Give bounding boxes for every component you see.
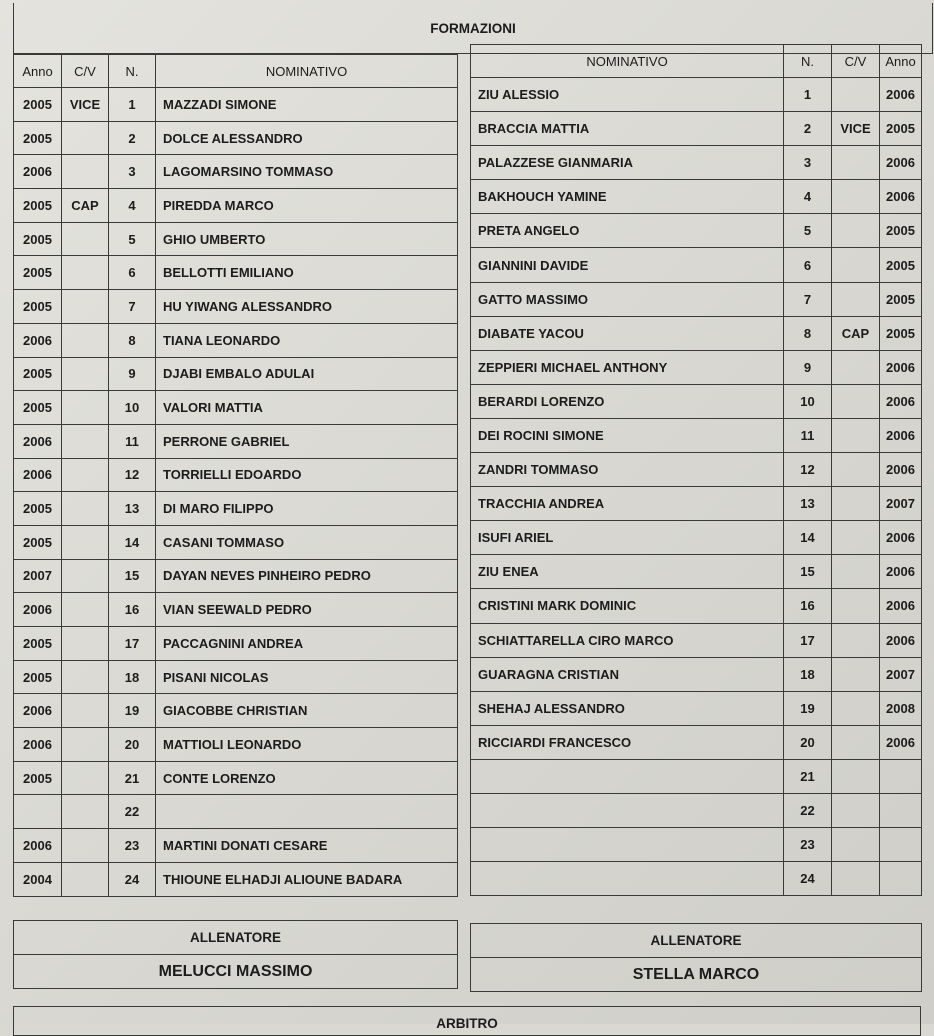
table-row <box>471 862 922 896</box>
birth-year-cell <box>880 862 922 896</box>
birth-year-cell: 2006 <box>880 350 922 384</box>
shirt-number-cell: 14 <box>784 521 832 555</box>
player-name-cell: RICCIARDI FRANCESCO <box>471 725 784 759</box>
shirt-number-cell: 6 <box>784 248 832 282</box>
captain-vice-cell <box>62 458 109 492</box>
birth-year-cell: 2005 <box>14 357 62 391</box>
birth-year-cell: 2005 <box>14 222 62 256</box>
captain-vice-cell <box>62 829 109 863</box>
table-row <box>14 593 458 627</box>
captain-vice-cell <box>832 248 880 282</box>
captain-vice-cell <box>62 155 109 189</box>
player-name-cell: MAZZADI SIMONE <box>156 88 458 122</box>
table-row <box>14 424 458 458</box>
table-row <box>471 725 922 759</box>
table-row <box>471 453 922 487</box>
player-name-cell: ZANDRI TOMMASO <box>471 453 784 487</box>
table-row <box>14 795 458 829</box>
shirt-number-cell: 4 <box>784 180 832 214</box>
captain-vice-cell <box>62 761 109 795</box>
captain-vice-cell <box>832 78 880 112</box>
captain-vice-cell <box>62 222 109 256</box>
table-row <box>14 222 458 256</box>
player-name-cell: PIREDDA MARCO <box>156 189 458 223</box>
number-header: N. <box>784 45 832 78</box>
anno-header: Anno <box>880 45 922 78</box>
birth-year-cell: 2006 <box>14 323 62 357</box>
captain-vice-cell <box>832 691 880 725</box>
player-name-cell: ZEPPIERI MICHAEL ANTHONY <box>471 350 784 384</box>
table-row <box>471 180 922 214</box>
birth-year-cell <box>880 793 922 827</box>
table-row <box>14 627 458 661</box>
birth-year-cell: 2006 <box>14 458 62 492</box>
birth-year-cell: 2006 <box>880 453 922 487</box>
table-row <box>471 282 922 316</box>
birth-year-cell: 2006 <box>14 593 62 627</box>
table-row <box>14 458 458 492</box>
table-row <box>471 146 922 180</box>
table-row <box>14 357 458 391</box>
player-name-cell: DEI ROCINI SIMONE <box>471 418 784 452</box>
captain-vice-cell <box>832 453 880 487</box>
birth-year-cell <box>14 795 62 829</box>
player-name-cell: BAKHOUCH YAMINE <box>471 180 784 214</box>
captain-vice-cell <box>62 593 109 627</box>
player-name-cell: SHEHAJ ALESSANDRO <box>471 691 784 725</box>
player-name-cell: DJABI EMBALO ADULAI <box>156 357 458 391</box>
shirt-number-cell: 21 <box>109 761 156 795</box>
birth-year-cell: 2006 <box>880 555 922 589</box>
player-name-cell: MARTINI DONATI CESARE <box>156 829 458 863</box>
player-name-cell: SCHIATTARELLA CIRO MARCO <box>471 623 784 657</box>
table-row <box>471 657 922 691</box>
birth-year-cell: 2006 <box>880 623 922 657</box>
birth-year-cell: 2005 <box>14 290 62 324</box>
captain-vice-cell <box>832 828 880 862</box>
player-name-cell: DI MARO FILIPPO <box>156 492 458 526</box>
shirt-number-cell: 9 <box>784 350 832 384</box>
captain-vice-cell <box>62 728 109 762</box>
shirt-number-cell: 24 <box>784 862 832 896</box>
captain-vice-cell: CAP <box>62 189 109 223</box>
table-row <box>471 793 922 827</box>
shirt-number-cell: 5 <box>109 222 156 256</box>
player-name-cell: TIANA LEONARDO <box>156 323 458 357</box>
shirt-number-cell: 12 <box>784 453 832 487</box>
player-name-cell: TORRIELLI EDOARDO <box>156 458 458 492</box>
birth-year-cell <box>880 759 922 793</box>
birth-year-cell: 2005 <box>880 282 922 316</box>
birth-year-cell: 2005 <box>14 189 62 223</box>
captain-vice-cell <box>832 487 880 521</box>
shirt-number-cell: 17 <box>784 623 832 657</box>
shirt-number-cell: 19 <box>784 691 832 725</box>
table-row <box>14 88 458 122</box>
captain-vice-cell <box>832 384 880 418</box>
captain-vice-cell <box>62 424 109 458</box>
player-name-cell: HU YIWANG ALESSANDRO <box>156 290 458 324</box>
birth-year-cell: 2006 <box>880 521 922 555</box>
referee-label: ARBITRO <box>13 1006 921 1036</box>
player-name-cell <box>156 795 458 829</box>
birth-year-cell: 2005 <box>14 761 62 795</box>
player-name-cell <box>471 759 784 793</box>
shirt-number-cell: 23 <box>109 829 156 863</box>
captain-vice-cell <box>62 357 109 391</box>
shirt-number-cell: 7 <box>109 290 156 324</box>
coach-name: MELUCCI MASSIMO <box>158 963 313 980</box>
shirt-number-cell: 6 <box>109 256 156 290</box>
captain-vice-cell <box>62 290 109 324</box>
shirt-number-cell: 14 <box>109 525 156 559</box>
table-row <box>471 589 922 623</box>
table-row <box>471 384 922 418</box>
captain-vice-cell <box>62 660 109 694</box>
captain-vice-cell <box>832 282 880 316</box>
player-name-cell: CONTE LORENZO <box>156 761 458 795</box>
birth-year-cell: 2005 <box>880 248 922 282</box>
player-name-cell: CRISTINI MARK DOMINIC <box>471 589 784 623</box>
shirt-number-cell: 13 <box>109 492 156 526</box>
table-row <box>471 759 922 793</box>
table-row <box>14 256 458 290</box>
birth-year-cell: 2005 <box>14 391 62 425</box>
player-name-cell: DIABATE YACOU <box>471 316 784 350</box>
birth-year-cell: 2006 <box>880 725 922 759</box>
table-row <box>14 391 458 425</box>
table-row <box>14 121 458 155</box>
shirt-number-cell: 22 <box>784 793 832 827</box>
birth-year-cell: 2007 <box>14 559 62 593</box>
birth-year-cell: 2005 <box>880 112 922 146</box>
birth-year-cell: 2005 <box>14 627 62 661</box>
table-row <box>471 691 922 725</box>
player-name-cell: PRETA ANGELO <box>471 214 784 248</box>
captain-vice-cell <box>832 589 880 623</box>
birth-year-cell: 2005 <box>14 256 62 290</box>
shirt-number-cell: 3 <box>109 155 156 189</box>
captain-vice-cell <box>62 862 109 896</box>
player-name-cell: DOLCE ALESSANDRO <box>156 121 458 155</box>
shirt-number-cell: 3 <box>784 146 832 180</box>
shirt-number-cell: 13 <box>784 487 832 521</box>
player-name-cell: MATTIOLI LEONARDO <box>156 728 458 762</box>
captain-vice-cell <box>832 350 880 384</box>
captain-vice-cell <box>832 725 880 759</box>
right-header-row <box>471 45 922 78</box>
captain-vice-cell <box>832 657 880 691</box>
left-team-rows <box>14 88 458 897</box>
table-row <box>471 112 922 146</box>
table-row <box>14 829 458 863</box>
captain-vice-cell <box>832 623 880 657</box>
birth-year-cell: 2005 <box>14 660 62 694</box>
birth-year-cell: 2006 <box>14 829 62 863</box>
shirt-number-cell: 9 <box>109 357 156 391</box>
shirt-number-cell: 15 <box>784 555 832 589</box>
captain-vice-cell <box>832 214 880 248</box>
captain-vice-cell <box>832 793 880 827</box>
birth-year-cell: 2005 <box>880 316 922 350</box>
player-name-cell: ZIU ALESSIO <box>471 78 784 112</box>
right-team-rows <box>471 78 922 896</box>
shirt-number-cell: 11 <box>109 424 156 458</box>
shirt-number-cell: 2 <box>109 121 156 155</box>
birth-year-cell: 2005 <box>880 214 922 248</box>
captain-vice-cell <box>832 146 880 180</box>
player-name-cell: ZIU ENEA <box>471 555 784 589</box>
captain-vice-cell <box>62 121 109 155</box>
captain-vice-cell <box>62 795 109 829</box>
table-row <box>14 323 458 357</box>
player-name-cell: PERRONE GABRIEL <box>156 424 458 458</box>
table-row <box>14 761 458 795</box>
birth-year-cell: 2005 <box>14 525 62 559</box>
player-name-cell: BERARDI LORENZO <box>471 384 784 418</box>
shirt-number-cell: 12 <box>109 458 156 492</box>
birth-year-cell <box>880 828 922 862</box>
player-name-cell: BRACCIA MATTIA <box>471 112 784 146</box>
table-row <box>14 694 458 728</box>
captain-vice-cell: CAP <box>832 316 880 350</box>
shirt-number-cell: 10 <box>109 391 156 425</box>
table-row <box>471 623 922 657</box>
player-name-cell: GATTO MASSIMO <box>471 282 784 316</box>
table-row <box>14 660 458 694</box>
shirt-number-cell: 10 <box>784 384 832 418</box>
captain-vice-cell <box>62 525 109 559</box>
number-header: N. <box>109 55 156 88</box>
birth-year-cell: 2006 <box>880 418 922 452</box>
table-row <box>14 189 458 223</box>
cv-header: C/V <box>62 55 109 88</box>
right-coach-box <box>470 923 922 992</box>
shirt-number-cell: 22 <box>109 795 156 829</box>
player-name-cell: DAYAN NEVES PINHEIRO PEDRO <box>156 559 458 593</box>
player-name-cell: GIACOBBE CHRISTIAN <box>156 694 458 728</box>
birth-year-cell: 2004 <box>14 862 62 896</box>
coach-name: STELLA MARCO <box>632 966 760 983</box>
player-name-cell: GHIO UMBERTO <box>156 222 458 256</box>
shirt-number-cell: 2 <box>784 112 832 146</box>
player-name-cell: GUARAGNA CRISTIAN <box>471 657 784 691</box>
player-name-cell: VALORI MATTIA <box>156 391 458 425</box>
player-name-cell: VIAN SEEWALD PEDRO <box>156 593 458 627</box>
player-name-cell: CASANI TOMMASO <box>156 525 458 559</box>
cv-header: C/V <box>832 45 880 78</box>
player-name-cell: GIANNINI DAVIDE <box>471 248 784 282</box>
nominativo-header: NOMINATIVO <box>156 55 458 88</box>
player-name-cell: PISANI NICOLAS <box>156 660 458 694</box>
player-name-cell: PALAZZESE GIANMARIA <box>471 146 784 180</box>
table-row <box>471 78 922 112</box>
captain-vice-cell <box>62 492 109 526</box>
birth-year-cell: 2005 <box>14 88 62 122</box>
captain-vice-cell: VICE <box>832 112 880 146</box>
player-name-cell: ISUFI ARIEL <box>471 521 784 555</box>
table-row <box>14 492 458 526</box>
table-row <box>471 248 922 282</box>
captain-vice-cell <box>62 391 109 425</box>
birth-year-cell: 2006 <box>880 180 922 214</box>
birth-year-cell: 2007 <box>880 487 922 521</box>
birth-year-cell: 2006 <box>14 424 62 458</box>
table-row <box>14 525 458 559</box>
captain-vice-cell <box>62 694 109 728</box>
player-name-cell: THIOUNE ELHADJI ALIOUNE BADARA <box>156 862 458 896</box>
shirt-number-cell: 16 <box>784 589 832 623</box>
captain-vice-cell <box>832 521 880 555</box>
birth-year-cell: 2006 <box>14 694 62 728</box>
birth-year-cell: 2007 <box>880 657 922 691</box>
table-row <box>14 290 458 324</box>
left-header-row <box>14 55 458 88</box>
player-name-cell: BELLOTTI EMILIANO <box>156 256 458 290</box>
birth-year-cell: 2006 <box>880 78 922 112</box>
shirt-number-cell: 5 <box>784 214 832 248</box>
shirt-number-cell: 23 <box>784 828 832 862</box>
birth-year-cell: 2008 <box>880 691 922 725</box>
table-row <box>471 350 922 384</box>
shirt-number-cell: 20 <box>784 725 832 759</box>
table-row <box>14 155 458 189</box>
shirt-number-cell: 19 <box>109 694 156 728</box>
captain-vice-cell: VICE <box>62 88 109 122</box>
shirt-number-cell: 15 <box>109 559 156 593</box>
birth-year-cell: 2006 <box>14 155 62 189</box>
player-name-cell <box>471 793 784 827</box>
shirt-number-cell: 16 <box>109 593 156 627</box>
nominativo-header: NOMINATIVO <box>471 45 784 78</box>
shirt-number-cell: 17 <box>109 627 156 661</box>
table-row <box>471 316 922 350</box>
birth-year-cell: 2006 <box>14 728 62 762</box>
table-row <box>471 828 922 862</box>
coach-label: ALLENATORE <box>471 924 921 958</box>
table-row <box>471 487 922 521</box>
left-coach-box <box>13 920 458 989</box>
captain-vice-cell <box>832 555 880 589</box>
shirt-number-cell: 21 <box>784 759 832 793</box>
birth-year-cell: 2005 <box>14 121 62 155</box>
right-team-table <box>470 44 922 896</box>
birth-year-cell: 2006 <box>880 384 922 418</box>
table-row <box>471 521 922 555</box>
shirt-number-cell: 24 <box>109 862 156 896</box>
page-title: FORMAZIONI <box>13 3 933 54</box>
coach-label: ALLENATORE <box>14 921 457 955</box>
table-row <box>14 728 458 762</box>
captain-vice-cell <box>62 559 109 593</box>
player-name-cell <box>471 862 784 896</box>
birth-year-cell: 2005 <box>14 492 62 526</box>
captain-vice-cell <box>62 256 109 290</box>
birth-year-cell: 2006 <box>880 146 922 180</box>
anno-header: Anno <box>14 55 62 88</box>
table-row <box>14 862 458 896</box>
player-name-cell: TRACCHIA ANDREA <box>471 487 784 521</box>
shirt-number-cell: 11 <box>784 418 832 452</box>
captain-vice-cell <box>62 627 109 661</box>
table-row <box>471 418 922 452</box>
captain-vice-cell <box>832 180 880 214</box>
shirt-number-cell: 1 <box>109 88 156 122</box>
table-row <box>471 555 922 589</box>
shirt-number-cell: 18 <box>109 660 156 694</box>
shirt-number-cell: 4 <box>109 189 156 223</box>
captain-vice-cell <box>62 323 109 357</box>
table-row <box>471 214 922 248</box>
table-row <box>14 559 458 593</box>
shirt-number-cell: 7 <box>784 282 832 316</box>
captain-vice-cell <box>832 759 880 793</box>
shirt-number-cell: 1 <box>784 78 832 112</box>
left-team-table <box>13 54 458 897</box>
shirt-number-cell: 18 <box>784 657 832 691</box>
shirt-number-cell: 20 <box>109 728 156 762</box>
player-name-cell: PACCAGNINI ANDREA <box>156 627 458 661</box>
player-name-cell: LAGOMARSINO TOMMASO <box>156 155 458 189</box>
shirt-number-cell: 8 <box>109 323 156 357</box>
player-name-cell <box>471 828 784 862</box>
shirt-number-cell: 8 <box>784 316 832 350</box>
birth-year-cell: 2006 <box>880 589 922 623</box>
captain-vice-cell <box>832 862 880 896</box>
captain-vice-cell <box>832 418 880 452</box>
